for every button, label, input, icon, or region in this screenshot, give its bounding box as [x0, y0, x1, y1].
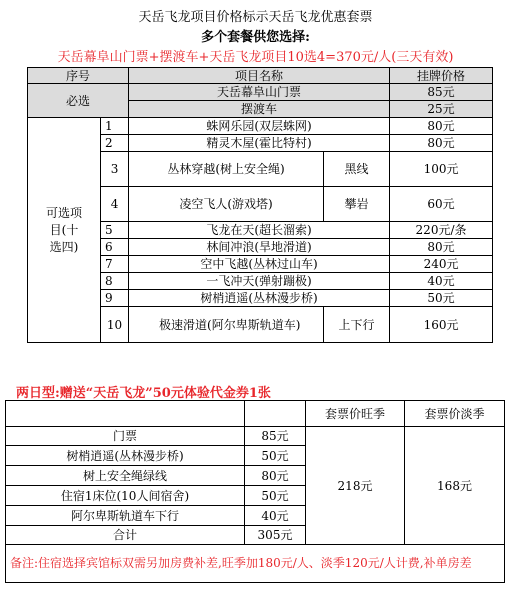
page-subtitle: 多个套餐供您选择: — [201, 30, 310, 45]
item-name: 门票 — [6, 427, 245, 446]
peak-price: 218元 — [306, 427, 405, 545]
header-price: 挂牌价格 — [390, 68, 493, 84]
row-extra: 上下行 — [324, 307, 390, 343]
row-no: 8 — [101, 273, 129, 290]
required-price: 25元 — [390, 101, 493, 118]
row-no: 6 — [101, 239, 129, 256]
header-no: 序号 — [28, 68, 129, 84]
required-price: 85元 — [390, 84, 493, 101]
header-name: 项目名称 — [129, 68, 390, 84]
total-label: 合计 — [6, 526, 245, 545]
row-name: 飞龙在天(超长溜索) — [129, 222, 390, 239]
item-price: 85元 — [245, 427, 306, 446]
row-no: 2 — [101, 135, 129, 152]
row-extra: 攀岩 — [324, 187, 390, 222]
table-row — [28, 118, 493, 135]
row-price: 160元 — [390, 307, 493, 343]
item-price: 50元 — [245, 446, 306, 466]
row-price: 220元/条 — [390, 222, 493, 239]
required-name: 天岳幕阜山门票 — [129, 84, 390, 101]
table-header-row — [28, 68, 493, 84]
optional-label: 可选项目(十选四) — [28, 118, 101, 343]
row-no: 9 — [101, 290, 129, 307]
table-row — [6, 427, 505, 446]
item-name: 树梢逍遥(丛林漫步桥) — [6, 446, 245, 466]
row-price: 80元 — [390, 135, 493, 152]
item-name: 阿尔卑斯轨道车下行 — [6, 506, 245, 526]
row-no: 4 — [101, 187, 129, 222]
note-row — [6, 545, 505, 583]
item-price: 40元 — [245, 506, 306, 526]
row-price: 40元 — [390, 273, 493, 290]
row-name: 丛林穿越(树上安全绳) — [129, 152, 324, 187]
required-name: 摆渡车 — [129, 101, 390, 118]
promo-line: 天岳幕阜山门票+摆渡车+天岳飞龙项目10选4=370元/人(三天有效) — [57, 50, 454, 65]
item-price: 50元 — [245, 486, 306, 506]
row-no: 5 — [101, 222, 129, 239]
total-price: 305元 — [245, 526, 306, 545]
page-title: 天岳飞龙项目价格标示天岳飞龙优惠套票 — [138, 10, 373, 25]
row-no: 10 — [101, 307, 129, 343]
off-price: 168元 — [405, 427, 505, 545]
price-table — [27, 67, 493, 343]
item-price: 80元 — [245, 466, 306, 486]
row-name: 蛛网乐园(双层蛛网) — [129, 118, 390, 135]
row-no: 3 — [101, 152, 129, 187]
row-name: 一飞冲天(弹射蹦极) — [129, 273, 390, 290]
row-no: 1 — [101, 118, 129, 135]
row-price: 50元 — [390, 290, 493, 307]
row-price: 100元 — [390, 152, 493, 187]
row-name: 精灵木屋(霍比特村) — [129, 135, 390, 152]
two-day-table — [5, 400, 505, 583]
note-text: 备注:住宿选择宾馆标双需另加房费补差,旺季加180元/人、淡季120元/人计费,补单房差 — [6, 545, 505, 583]
row-name: 树梢逍遥(丛林漫步桥) — [129, 290, 390, 307]
item-name: 树上安全绳绿线 — [6, 466, 245, 486]
row-name: 凌空飞人(游戏塔) — [129, 187, 324, 222]
row-name: 空中飞越(丛林过山车) — [129, 256, 390, 273]
row-price: 80元 — [390, 239, 493, 256]
row-price: 240元 — [390, 256, 493, 273]
row-no: 7 — [101, 256, 129, 273]
table-row — [28, 84, 493, 101]
two-day-label: 两日型:赠送“天岳飞龙”50元体验代金券1张 — [16, 386, 271, 401]
row-name: 林间冲浪(旱地滑道) — [129, 239, 390, 256]
row-price: 80元 — [390, 118, 493, 135]
required-label: 必选 — [28, 84, 129, 118]
header-peak: 套票价旺季 — [306, 401, 405, 427]
item-name: 住宿1床位(10人间宿舍) — [6, 486, 245, 506]
row-extra: 黑线 — [324, 152, 390, 187]
row-name: 极速滑道(阿尔卑斯轨道车) — [129, 307, 324, 343]
table-header-row — [6, 401, 505, 427]
row-price: 60元 — [390, 187, 493, 222]
header-off: 套票价淡季 — [405, 401, 505, 427]
